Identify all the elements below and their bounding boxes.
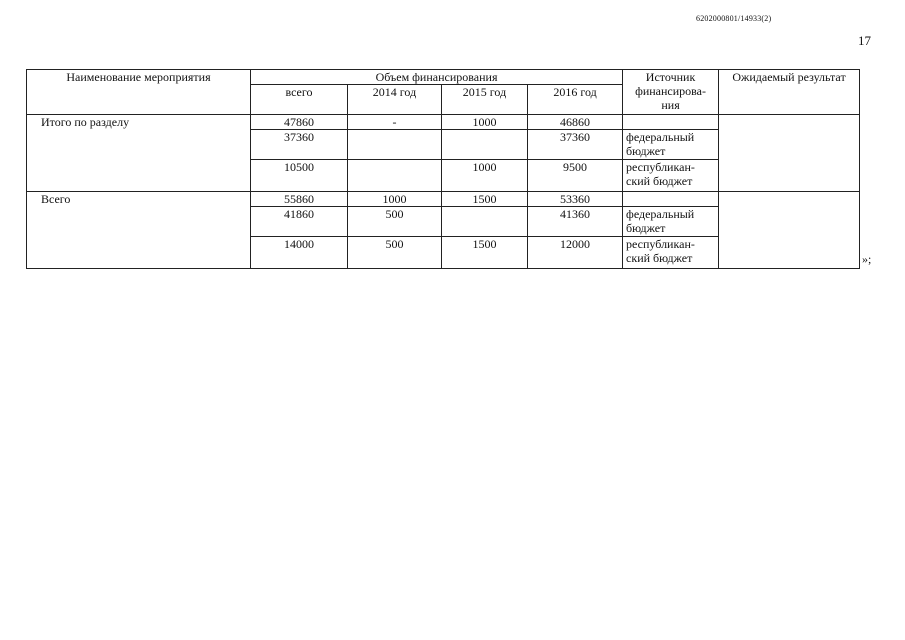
header-name: Наименование мероприятия — [27, 70, 251, 115]
cell-result — [719, 115, 860, 192]
cell-source: федеральный бюджет — [623, 130, 719, 160]
closing-quote-mark: »; — [862, 252, 872, 266]
cell-total: 37360 — [251, 130, 348, 160]
cell-2014: 1000 — [348, 192, 442, 207]
header-2014: 2014 год — [348, 85, 442, 115]
header-volume: Объем финансирования — [251, 70, 623, 85]
cell-source: республикан-ский бюджет — [623, 160, 719, 192]
cell-total: 55860 — [251, 192, 348, 207]
cell-2016: 46860 — [528, 115, 623, 130]
cell-2015: 1500 — [442, 237, 528, 269]
financing-table — [26, 69, 860, 269]
header-source: Источник финансирова-ния — [623, 70, 719, 115]
cell-result — [719, 192, 860, 269]
header-2016: 2016 год — [528, 85, 623, 115]
cell-2016: 53360 — [528, 192, 623, 207]
table-row — [27, 115, 860, 130]
header-total: всего — [251, 85, 348, 115]
cell-total: 47860 — [251, 115, 348, 130]
cell-2015 — [442, 207, 528, 237]
cell-2015 — [442, 130, 528, 160]
cell-2015: 1500 — [442, 192, 528, 207]
cell-2014 — [348, 130, 442, 160]
cell-2015: 1000 — [442, 160, 528, 192]
cell-2014: 500 — [348, 207, 442, 237]
cell-total: 14000 — [251, 237, 348, 269]
cell-total: 10500 — [251, 160, 348, 192]
cell-source — [623, 115, 719, 130]
cell-source — [623, 192, 719, 207]
row-name: Всего — [27, 192, 251, 269]
cell-source: федеральный бюджет — [623, 207, 719, 237]
table-row — [27, 192, 860, 207]
cell-total: 41860 — [251, 207, 348, 237]
cell-2014: - — [348, 115, 442, 130]
document-code: 6202000801/14933(2) — [696, 14, 772, 23]
cell-2016: 9500 — [528, 160, 623, 192]
cell-2016: 41360 — [528, 207, 623, 237]
cell-2016: 12000 — [528, 237, 623, 269]
header-result: Ожидаемый результат — [719, 70, 860, 115]
cell-source: республикан-ский бюджет — [623, 237, 719, 269]
page-number: 17 — [858, 33, 871, 48]
cell-2016: 37360 — [528, 130, 623, 160]
cell-2014: 500 — [348, 237, 442, 269]
cell-2014 — [348, 160, 442, 192]
cell-2015: 1000 — [442, 115, 528, 130]
header-2015: 2015 год — [442, 85, 528, 115]
row-name: Итого по разделу — [27, 115, 251, 192]
